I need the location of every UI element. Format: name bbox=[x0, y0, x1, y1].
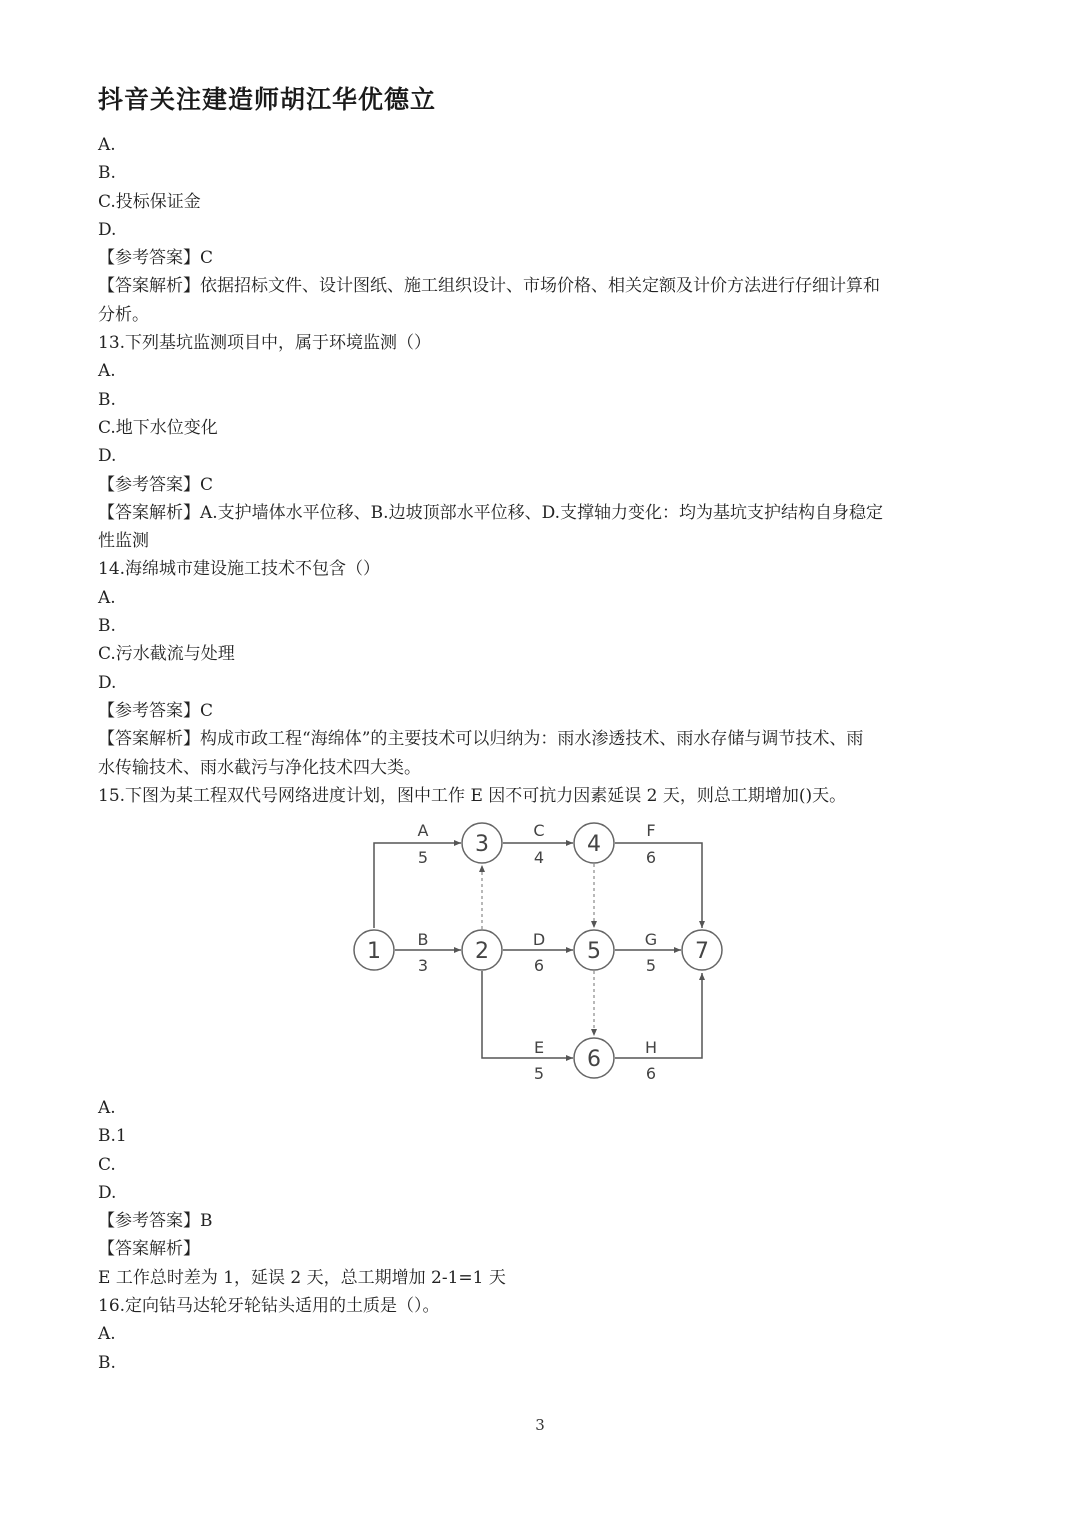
node-3 bbox=[462, 823, 502, 863]
activity-f-duration: 6 bbox=[645, 848, 657, 867]
node-label: 3 bbox=[475, 832, 489, 857]
answer-analysis-cont: 性监测 bbox=[98, 531, 149, 552]
node-1 bbox=[354, 930, 394, 970]
option-line: D. bbox=[98, 672, 117, 693]
activity-d-name: D bbox=[532, 930, 546, 949]
option-line: D. bbox=[98, 1182, 117, 1203]
question-14: 14.海绵城市建设施工技术不包含（） bbox=[98, 559, 381, 580]
activity-f-name: F bbox=[646, 821, 656, 840]
activity-h-duration: 6 bbox=[645, 1064, 657, 1083]
option-line: B. bbox=[98, 389, 116, 410]
question-content-top bbox=[98, 131, 988, 810]
answer-analysis-cont: E 工作总时差为 1，延误 2 天，总工期增加 2-1=1 天 bbox=[98, 1267, 506, 1288]
answer-analysis-cont: 水传输技术、雨水截污与净化技术四大类。 bbox=[98, 757, 421, 778]
activity-b-name: B bbox=[417, 930, 429, 949]
question-15: 15.下图为某工程双代号网络进度计划，图中工作 E 因不可抗力因素延误 2 天，则总工期增加()天。 bbox=[98, 785, 847, 806]
option-line: A. bbox=[98, 135, 116, 155]
page-number: 3 bbox=[535, 1416, 545, 1434]
activity-e-duration: 5 bbox=[533, 1064, 545, 1083]
question-content-bottom bbox=[98, 1094, 988, 1377]
activity-e-arrow bbox=[482, 971, 573, 1058]
page-header-title: 抖音关注建造师胡江华优德立 bbox=[98, 85, 437, 114]
activity-g-name: G bbox=[644, 930, 658, 949]
option-line: D. bbox=[98, 219, 117, 240]
reference-answer: 【参考答案】C bbox=[98, 700, 214, 721]
option-line: C.地下水位变化 bbox=[98, 417, 218, 438]
node-5 bbox=[574, 930, 614, 970]
question-13: 13.下列基坑监测项目中，属于环境监测（） bbox=[98, 333, 432, 354]
option-line: B. bbox=[98, 1352, 116, 1373]
question-16: 16.定向钻马达轮牙轮钻头适用的土质是（）。 bbox=[98, 1296, 440, 1317]
answer-analysis-cont: 分析。 bbox=[98, 304, 149, 325]
node-7 bbox=[682, 930, 722, 970]
activity-a-name: A bbox=[417, 821, 429, 840]
reference-answer: 【参考答案】C bbox=[98, 248, 214, 269]
option-line: B.1 bbox=[98, 1126, 127, 1147]
activity-b-duration: 3 bbox=[417, 956, 429, 975]
option-line: C.投标保证金 bbox=[98, 191, 201, 212]
node-label: 5 bbox=[587, 939, 601, 964]
activity-h-arrow bbox=[615, 973, 702, 1058]
option-line: C. bbox=[98, 1154, 116, 1175]
activity-a-duration: 5 bbox=[417, 848, 429, 867]
activity-f-arrow bbox=[615, 843, 702, 928]
reference-answer: 【参考答案】C bbox=[98, 474, 214, 495]
option-line: B. bbox=[98, 616, 116, 637]
option-line: A. bbox=[98, 1098, 116, 1118]
node-label: 1 bbox=[367, 939, 381, 964]
network-diagram bbox=[340, 812, 740, 1092]
node-4 bbox=[574, 823, 614, 863]
answer-analysis: 【答案解析】依据招标文件、设计图纸、施工组织设计、市场价格、相关定额及计价方法进行仔细计算和 bbox=[98, 276, 880, 297]
node-2 bbox=[462, 930, 502, 970]
node-label: 2 bbox=[475, 939, 489, 964]
node-6 bbox=[574, 1038, 614, 1078]
activity-c-name: C bbox=[533, 821, 545, 840]
answer-analysis: 【答案解析】A.支护墙体水平位移、B.边坡顶部水平位移、D.支撑轴力变化：均为基坑支护结构自身稳定 bbox=[98, 502, 884, 523]
option-line: B. bbox=[98, 163, 116, 184]
node-label: 4 bbox=[587, 832, 601, 857]
answer-analysis: 【答案解析】构成市政工程“海绵体”的主要技术可以归纳为：雨水渗透技术、雨水存储与调节技术、雨 bbox=[98, 729, 864, 750]
option-line: D. bbox=[98, 446, 117, 467]
answer-analysis: 【答案解析】 bbox=[98, 1239, 200, 1260]
option-line: A. bbox=[98, 361, 116, 382]
activity-e-name: E bbox=[533, 1038, 545, 1057]
activity-h-name: H bbox=[644, 1038, 658, 1057]
option-line: A. bbox=[98, 587, 116, 608]
reference-answer: 【参考答案】B bbox=[98, 1211, 213, 1232]
activity-d-duration: 6 bbox=[533, 956, 545, 975]
node-label: 7 bbox=[695, 939, 709, 964]
activity-g-duration: 5 bbox=[645, 956, 657, 975]
option-line: A. bbox=[98, 1324, 116, 1345]
option-line: C.污水截流与处理 bbox=[98, 644, 235, 665]
node-label: 6 bbox=[587, 1047, 601, 1072]
activity-c-duration: 4 bbox=[533, 848, 545, 867]
